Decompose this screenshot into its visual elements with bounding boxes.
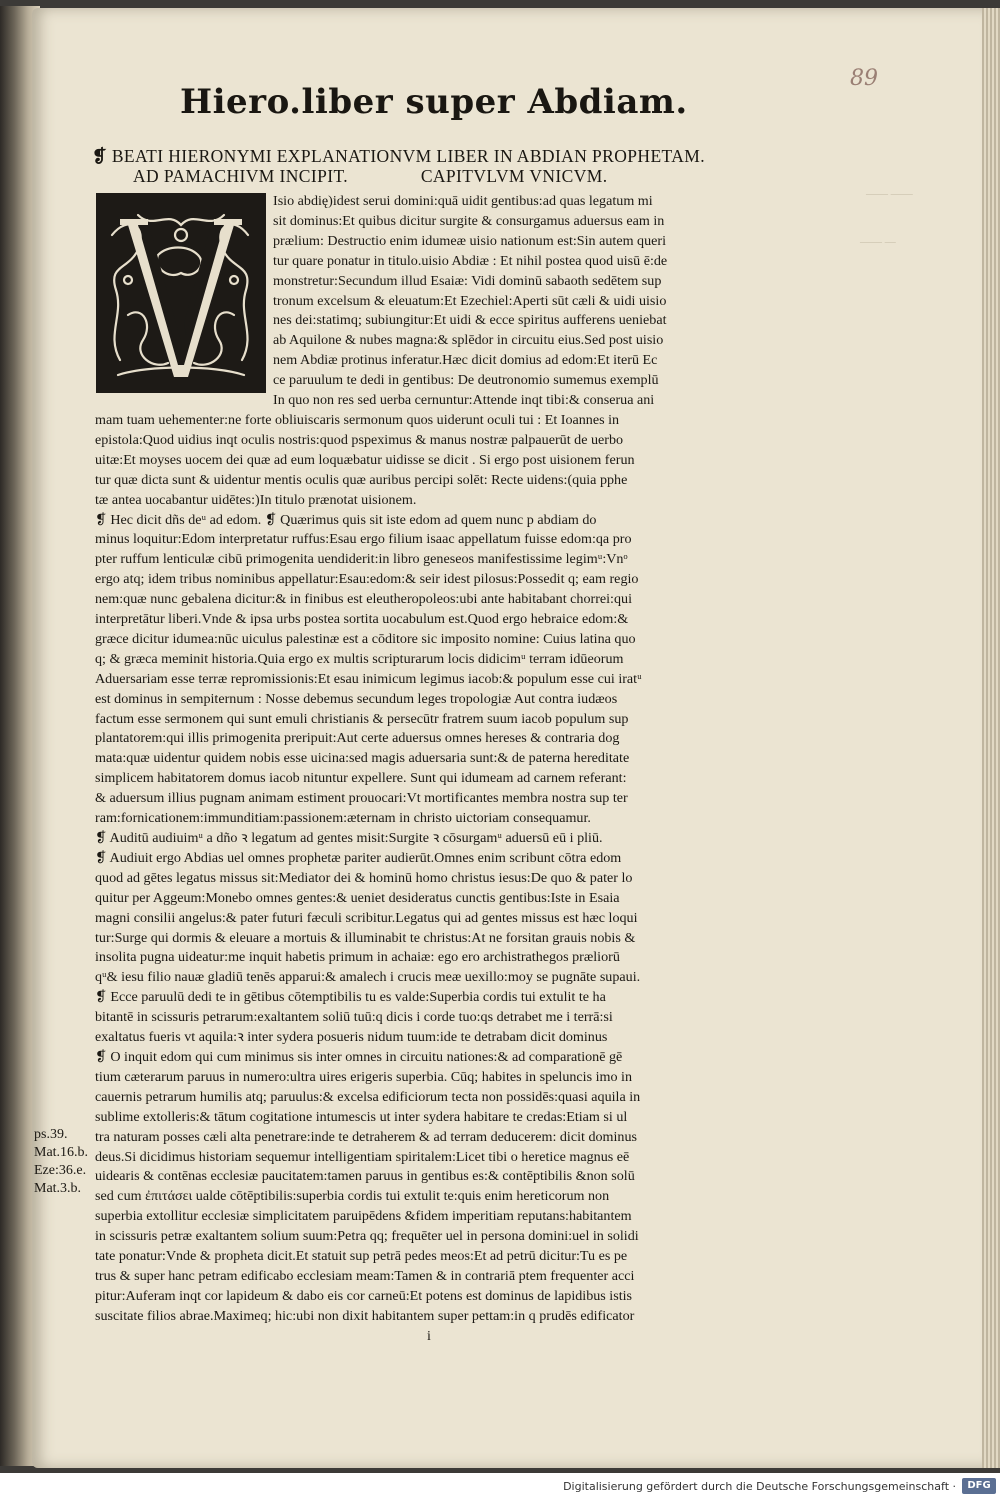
text-line: pter ruffum lenticulæ cibū primogenita uendiderit:in libro geneseos manifestissime legimᵘ:Vnᵒ <box>95 551 628 568</box>
text-line: ab Aquilone & nubes magna:& splēdor in circuitu eius.Sed post uisio <box>273 332 664 349</box>
text-line: ❡ Ecce paruulū dedi te in gētibus cōtemptibilis tu es valde:Superbia cordis tui extulit te ha <box>95 989 606 1006</box>
text-line: tium cæterarum paruus in numero:ultra uires erigeris superbia. Cūq; habites in speluncis imo in <box>95 1068 633 1085</box>
running-head: Hiero.liber super Abdiam. <box>180 82 688 122</box>
text-line: prælium: Destructio enim idumeæ uisio nationum est:Sin autem queri <box>273 232 667 249</box>
text-line: pitur:Auferam inqt cor lapideum & dabo eis cor carneū:Et potens est dominus de lapidibus istis <box>95 1287 633 1304</box>
marginal-ref: Mat.16.b. <box>34 1145 89 1160</box>
text-line: Isio abdię)idest serui domini:quā uidit gentibus:ad quas legatum mi <box>273 193 653 209</box>
text-line: sit dominus:Et quibus dicitur surgite & consurgamus aduersus eam in <box>273 212 665 229</box>
text-line: quitur per Aggeum:Monebo omnes gentes:& ueniet desideratus cunctis gentibus:Iste in Esaia <box>95 889 620 906</box>
text-line: suscitate filios abrae.Maximeq; hic:ubi non dixit habitantem super pettam:in q prudēs edificator <box>95 1307 635 1324</box>
text-line: ergo atq; idem tribus nominibus appellatur:Esau:edom:& seir idest pilosus:Possedit q; eam regio <box>95 571 639 588</box>
text-line: quod ad gētes legatus missus sit:Mediator dei & hominū homo christus iesus:De quo & pater lo <box>95 869 633 886</box>
decorated-initial-v <box>96 193 266 393</box>
text-line: q; & græca meminit historia.Quia ergo ex multis scripturarum locis didicimᵘ terram idūeorum <box>95 650 624 667</box>
text-line: ❡ Audiuit ergo Abdias uel omnes prophetæ pariter audierūt.Omnes enim scribunt cōtra edom <box>95 849 622 866</box>
text-line: in scissuris petræ exaltantem solium suum:Petra qq; frequēter uel in persona domini:uel in solidi <box>95 1228 639 1245</box>
text-line: trus & super hanc petram edificabo ecclesiam meam:Tamen & in contrariā ptem frequenter acci <box>95 1267 635 1284</box>
marginal-ref: Mat.3.b. <box>34 1181 82 1196</box>
text-line: interpretātur liberi.Vnde & ipsa urbs postea sortita uocabulum est.Quod ergo hebraice edom:& <box>95 611 629 628</box>
title-line-1 <box>92 146 705 167</box>
text-line: & aduersum illius pugnam animam estiment prouocari:Vt mortificantes membra nostra sup ter <box>95 790 628 807</box>
text-line: ram:fornicationem:immunditiam:passionem:æternam in christo uictoriam consequamur. <box>95 810 591 827</box>
text-line: plantatorem:qui illis primogenita preripuit:Aut certe aduersus omnes hereses & contraria dog <box>95 730 620 747</box>
text-line: epistola:Quod uidius inqt oculis nostris:quod pspeximus & manus nostræ palpauerūt de uerbo <box>95 431 624 448</box>
title-line-2-text: AD PAMACHIVM INCIPIT. <box>133 166 349 186</box>
folio-number: 89 <box>850 66 878 91</box>
text-line: bitantē in scissuris petrarum:exaltantem soliū tuū:q dicis i corde tuo:qs detrabet me i terrā:si <box>95 1009 613 1026</box>
title-line-2 <box>133 166 608 187</box>
text-line: qᵘ& iesu filio nauæ gladiū tenēs apparui:& amalech i crucis meæ uexillo:moy se pugnāte supaui. <box>95 969 641 986</box>
text-line: magni consilii angelus:& pater futuri fæculi scribitur.Legatus qui ad gentes missus est hæc loqui <box>95 909 638 926</box>
footer-bar <box>0 1473 1000 1501</box>
text-line: tur:Surge qui dormis & eleuare a mortuis & illuminabit te christus:At ne forsitan grauis nobis & <box>95 929 636 946</box>
text-line: tate ponatur:Vnde & propheta dicit.Et statuit sup petrā pedes meos:Et ad petrū dicitur:Tu es pe <box>95 1248 628 1265</box>
text-line: minus loquitur:Edom interpretatur ruffus:Esau ergo filium isaac appellatum fuisse edom:qa pro <box>95 531 632 548</box>
text-line: mata:quæ uidentur quidem nobis esse uicina:sed magis aduersaria sunt:& de paterna hereditate <box>95 750 630 767</box>
text-line: ❡ Auditū audiuimᵘ a dño ꝛ legatum ad gentes misit:Surgite ꝛ cōsurgamᵘ aduersū eū i pliū. <box>95 830 603 846</box>
pilcrow-icon: ❡ <box>92 146 108 166</box>
bleed-through: —— — <box>860 236 896 248</box>
text-line: simplicem habitatorem domus iacob nituntur expellere. Sunt qui idumeam ad carnem referant: <box>95 770 627 787</box>
text-line: ce paruulum te dedi in gentibus: De deutronomio sumemus exemplū <box>273 372 659 389</box>
text-line: cauernis petrarum humilis atq; paruulus:& excelsa edificiorum tecta non possidēs:quasi aquila in <box>95 1088 641 1105</box>
text-line: mam tuam uehementer:ne forte obliuiscaris sermonum quos uiderunt oculi tui : Et Ioannes in <box>95 411 620 428</box>
chapter-label: CAPITVLVM VNICVM. <box>420 166 608 186</box>
initial-v-icon <box>98 195 264 391</box>
footer-credit: Digitalisierung gefördert durch die Deutsche Forschungsgemeinschaft · <box>563 1480 956 1493</box>
bleed-through: —— —— <box>866 188 913 200</box>
text-line: tur quæ dicta sunt & uidentur mentis oculis quæ auribus percipi solēt: Recte uidens:(quia pphe <box>95 471 628 488</box>
text-line: tra naturam posses cæli alta penetrare:inde te detraherem & ad terram deducerem: dicit dominus <box>95 1128 638 1145</box>
text-line: exaltatus fueris vt aquila:ꝛ inter sydera posueris nidum tuum:ide te detrabam dicit dominus <box>95 1029 608 1046</box>
text-line: sublime extolleris:& tātum cogitatione intumescis ut inter sydera habitare te credas:Etiam si ul <box>95 1108 628 1125</box>
text-line: uitæ:Et moyses uocem dei quæ ad eum loquæbatur uidisse se dicit . Si ergo post uisionem ferun <box>95 451 635 468</box>
text-line: nem Abdiæ protinus inferatur.Hæc dicit domius ad edom:Et iterū Ec <box>273 352 658 369</box>
text-line: est dominus in sempiternum : Nosse debemus secundum leges tropologiæ Aut contra iudæos <box>95 690 618 707</box>
text-line: tronum excelsum & eleuatum:Et Ezechiel:Aperti sūt cæli & uidi uisio <box>273 292 667 309</box>
title-line-1-text: BEATI HIERONYMI EXPLANATIONVM LIBER IN ABDIAN PROPHETAM. <box>111 146 705 166</box>
text-line: monstretur:Secundum illud Esaiæ: Vidi dominū sabaoth sedētem sup <box>273 272 662 289</box>
fore-edge <box>982 8 1000 1468</box>
text-line: sed cum ἐπιτάσει ualde cōtēptibilis:superbia cordis tui extulit te:quis enim hereticorum non <box>95 1188 610 1205</box>
text-line: ❡ Hec dicit dñs deᵘ ad edom. ❡ Quærimus quis sit iste edom ad quem nunc p abdiam do <box>95 511 597 528</box>
text-line: superbia extollitur ecclesiæ simplicitatem paruipēdens &fidem imperitiam reputans:habitantem <box>95 1208 632 1225</box>
text-line: nem:quæ nunc gebalena dicitur:& in finibus est eleutheropoleos:ubi ante habitabant chorrei:qui <box>95 591 632 608</box>
text-line: nes dei:statimq; subiungitur:Et uidi & ecce spiritus aufferens ueniebat <box>273 312 667 329</box>
dfg-logo: DFG <box>962 1478 996 1494</box>
text-line: deus.Si dicidimus historiam sequemur intelligentiam spiritalem:Licet tibi o heretice magnus eē <box>95 1148 630 1165</box>
text-line: insolita pugna uideatur:me inquit habetis primum in achaiæ: ego ero archistrathegos præliorū <box>95 949 620 966</box>
marginal-ref: Eze:36.e. <box>34 1163 87 1178</box>
text-line: uidearis & contēnas ecclesiæ paucitatem:tamen paruus in gentibus es:& contēptibilis &non solū <box>95 1168 635 1185</box>
text-line: tæ antea uocabantur uidētes:)In titulo prænotat uisionem. <box>95 491 417 508</box>
text-line: tur quare ponatur in titulo.uisio Abdiæ : Et nihil postea quod uisū ē:de <box>273 252 668 269</box>
text-line: græce dicitur idumea:nūc uiculus palestinæ est a cōditore sic imposito nomine: Cuius latina quo <box>95 630 636 647</box>
text-line: Aduersariam esse terræ repromissionis:Et esau inimicum legimus iacob:& populum esse cui iratᵘ <box>95 670 642 687</box>
text-line: In quo non res sed uerba cernuntur:Attende inqt tibi:& conserua ani <box>273 392 655 409</box>
text-line: ❡ O inquit edom qui cum minimus sis inter omnes in circuitu nationes:& ad comparationē gē <box>95 1048 623 1065</box>
text-line: factum esse sermonem qui sunt emuli christianis & persecūtr fratrem suum iacob populum sup <box>95 710 629 727</box>
marginal-ref: ps.39. <box>34 1127 68 1142</box>
signature-mark: i <box>427 1327 431 1344</box>
